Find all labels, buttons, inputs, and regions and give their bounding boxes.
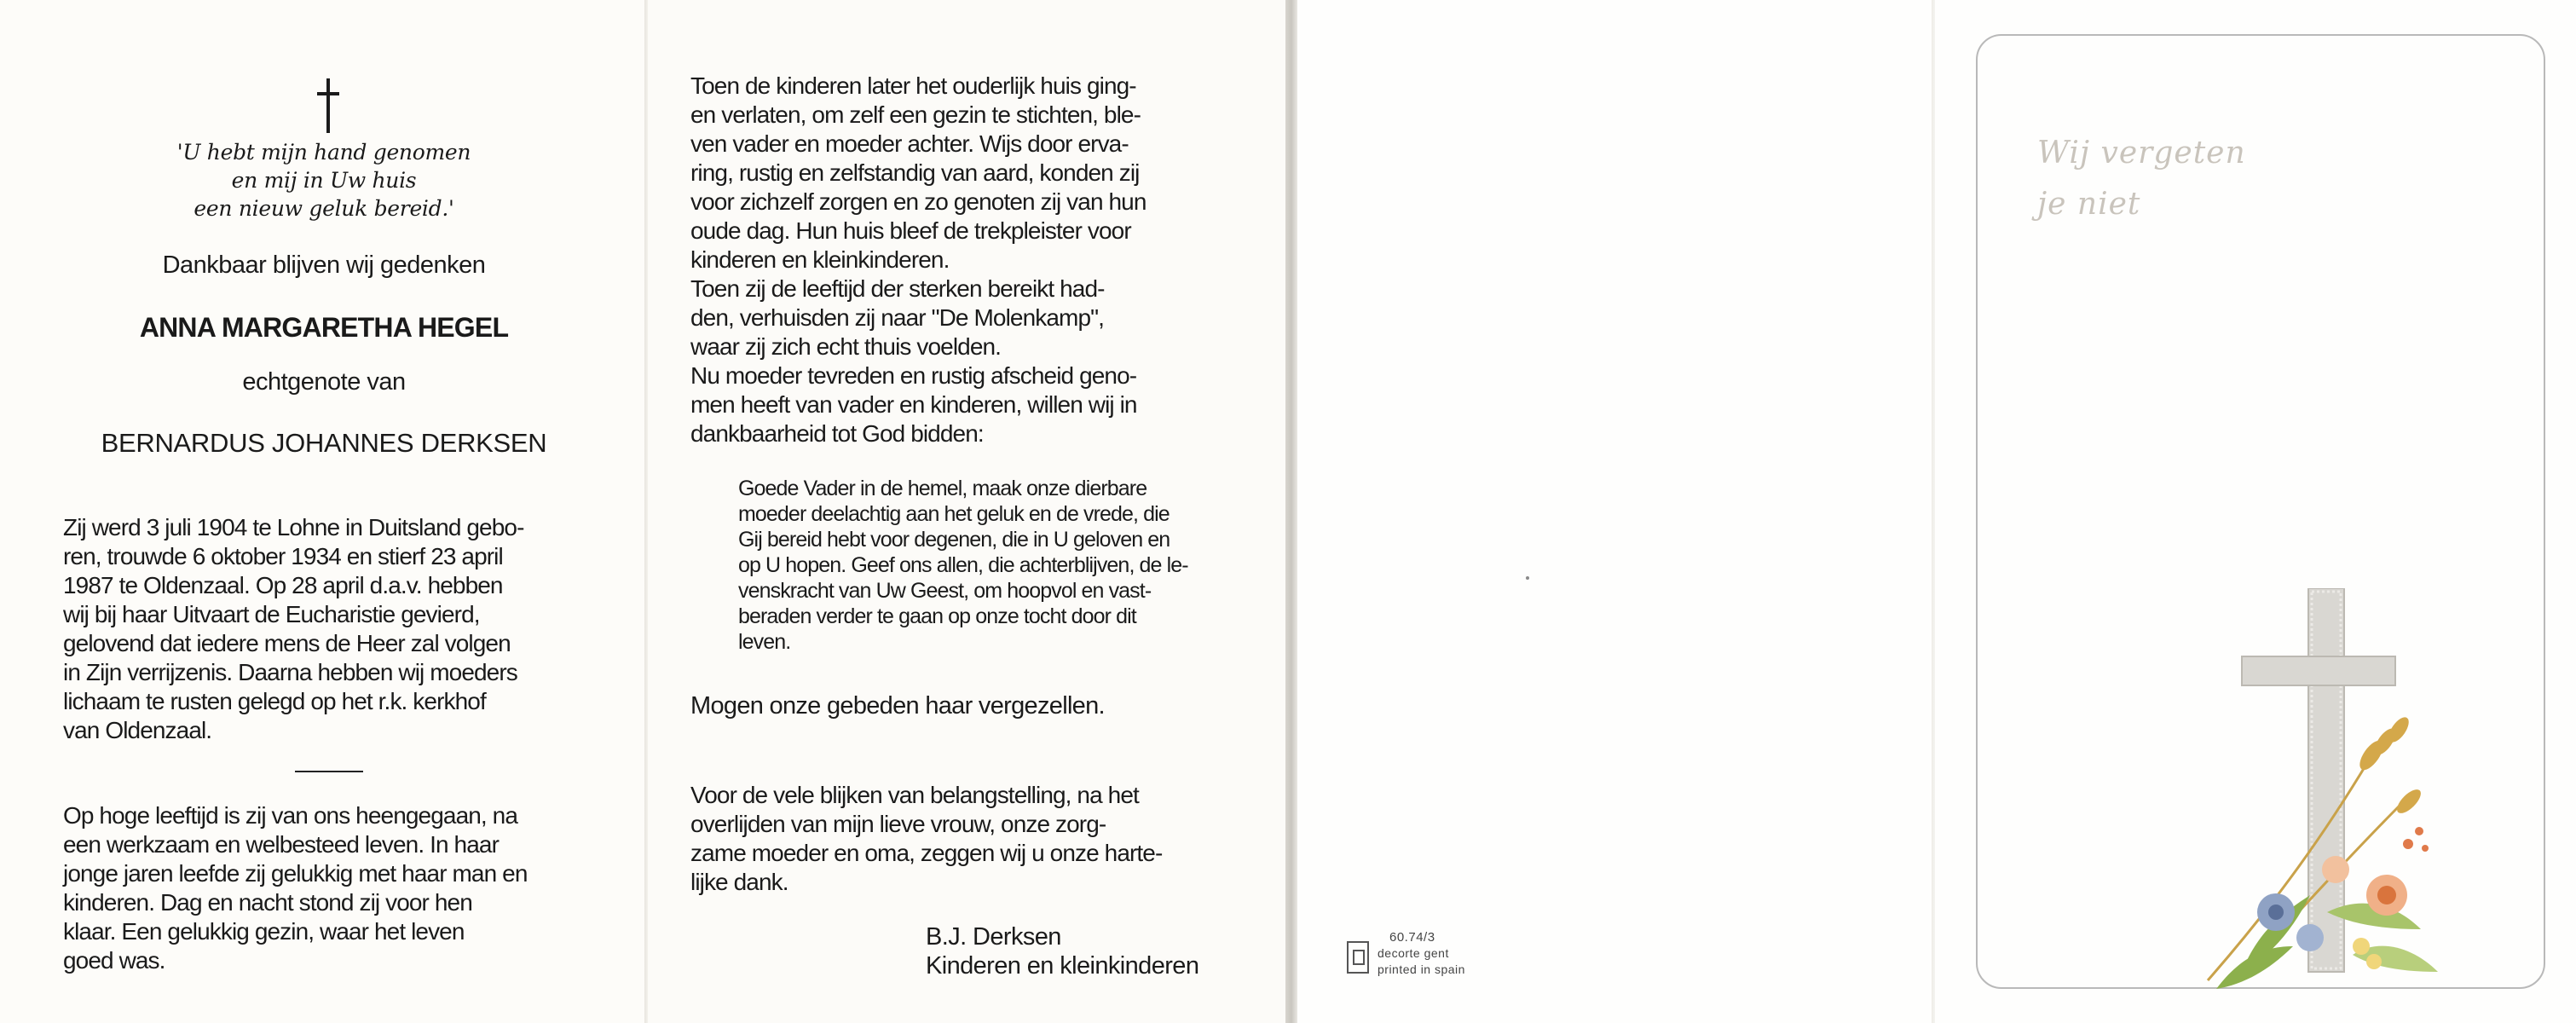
- text-line: in Zijn verrijzenis. Daarna hebben wij moeders: [63, 659, 517, 685]
- text-line: Zij werd 3 juli 1904 te Lohne in Duitsland gebo-: [63, 514, 524, 540]
- text-line: en verlaten, om zelf een gezin te stichten, ble-: [690, 101, 1141, 128]
- printer-imprint: [1378, 929, 1465, 978]
- text-line: op U hopen. Geef ons allen, die achterblijven, de le-: [738, 553, 1188, 577]
- text-line: zame moeder en oma, zeggen wij u onze harte-: [690, 840, 1163, 866]
- verse-line: 'U hebt mijn hand genomen: [176, 140, 471, 165]
- text-line: jonge jaren leefde zij gelukkig met haar man en: [63, 860, 528, 887]
- signature-line: B.J. Derksen: [926, 923, 1061, 951]
- imprint-line: decorte gent: [1378, 946, 1449, 960]
- text-line: den, verhuisden zij naar "De Molenkamp",: [690, 304, 1105, 331]
- section-divider: [295, 771, 363, 772]
- cross-icon: [315, 78, 341, 133]
- cross-and-flowers-illustration: [2191, 588, 2549, 997]
- text-line: overlijden van mijn lieve vrouw, onze zorg-: [690, 811, 1106, 837]
- text-line: Goede Vader in de hemel, maak onze dierbare: [738, 477, 1147, 500]
- text-line: klaar. Een gelukkig gezin, waar het leven: [63, 918, 465, 945]
- deceased-name: ANNA MARGARETHA HEGEL: [139, 312, 509, 343]
- text-line: ven vader en moeder achter. Wijs door erva-: [690, 130, 1129, 157]
- thanks-paragraph: [690, 781, 1226, 897]
- family-paragraph: [690, 72, 1226, 448]
- text-line: kinderen en kleinkinderen.: [690, 246, 950, 273]
- script-line: je niet: [2037, 187, 2141, 222]
- text-line: men heeft van vader en kinderen, willen wij in: [690, 391, 1137, 418]
- text-line: moeder deelachtig aan het geluk en de vrede, die: [738, 502, 1170, 526]
- text-line: oude dag. Hun huis bleef de trekpleister voor: [690, 217, 1131, 244]
- text-line: lijke dank.: [690, 869, 788, 895]
- remembrance-intro: Dankbaar blijven wij gedenken: [162, 251, 486, 279]
- verse-line: een nieuw geluk bereid.': [193, 196, 454, 221]
- spouse-name: BERNARDUS JOHANNES DERKSEN: [101, 428, 547, 458]
- text-line: Gij bereid hebt voor degenen, die in U geloven en: [738, 528, 1170, 552]
- text-line: Toen zij de leeftijd der sterken bereikt had-: [690, 275, 1105, 302]
- biography-paragraph: [63, 513, 595, 745]
- text-line: ring, rustig en zelfstandig van aard, konden zij: [690, 159, 1140, 186]
- bible-verse: [136, 138, 511, 223]
- text-line: beraden verder te gaan op onze tocht door dit: [738, 604, 1136, 628]
- spouse-relation: echtgenote van: [242, 368, 406, 396]
- imprint-code: 60.74/3: [1389, 930, 1435, 945]
- closing-prayer-line: Mogen onze gebeden haar vergezellen.: [690, 692, 1105, 720]
- text-line: gelovend dat iedere mens de Heer zal volgen: [63, 630, 511, 656]
- life-paragraph: [63, 801, 595, 975]
- text-line: Nu moeder tevreden en rustig afscheid geno-: [690, 362, 1137, 389]
- text-line: kinderen. Dag en nacht stond zij voor hen: [63, 889, 472, 916]
- text-line: Op hoge leeftijd is zij van ons heengegaan, na: [63, 802, 518, 829]
- text-line: voor zichzelf zorgen en zo genoten zij van hun: [690, 188, 1146, 215]
- text-line: waar zij zich echt thuis voelden.: [690, 333, 1002, 360]
- text-line: een werkzaam en welbesteed leven. In haar: [63, 831, 499, 858]
- text-line: leven.: [738, 630, 791, 654]
- text-line: dankbaarheid tot God bidden:: [690, 420, 984, 447]
- text-line: venskracht van Uw Geest, om hoopvol en vast-: [738, 579, 1152, 603]
- card-inner-left-panel: [0, 0, 648, 1023]
- front-script-text: [2037, 128, 2246, 230]
- text-line: van Oldenzaal.: [63, 717, 212, 743]
- signature-line: Kinderen en kleinkinderen: [926, 952, 1199, 980]
- signature-block: [926, 922, 1198, 980]
- text-line: Toen de kinderen later het ouderlijk huis ging-: [690, 72, 1136, 99]
- verse-line: en mij in Uw huis: [231, 168, 417, 193]
- script-line: Wij vergeten: [2037, 136, 2246, 170]
- card-back-panel: [1297, 0, 1935, 1023]
- text-line: ren, trouwde 6 oktober 1934 en stierf 23 april: [63, 543, 503, 569]
- text-line: Voor de vele blijken van belangstelling, na het: [690, 782, 1139, 808]
- text-line: goed was.: [63, 947, 165, 974]
- imprint-line: printed in spain: [1378, 962, 1465, 976]
- text-line: lichaam te rusten gelegd op het r.k. kerkhof: [63, 688, 486, 714]
- wheat-head-icon: [2355, 714, 2424, 817]
- card-fold: [1285, 0, 1297, 1023]
- text-line: 1987 te Oldenzaal. Op 28 april d.a.v. hebben: [63, 572, 503, 598]
- printer-logo-icon: [1347, 941, 1369, 974]
- paper-speck: [1526, 576, 1529, 580]
- text-line: wij bij haar Uitvaart de Eucharistie gevierd,: [63, 601, 480, 627]
- prayer-text: [738, 476, 1216, 655]
